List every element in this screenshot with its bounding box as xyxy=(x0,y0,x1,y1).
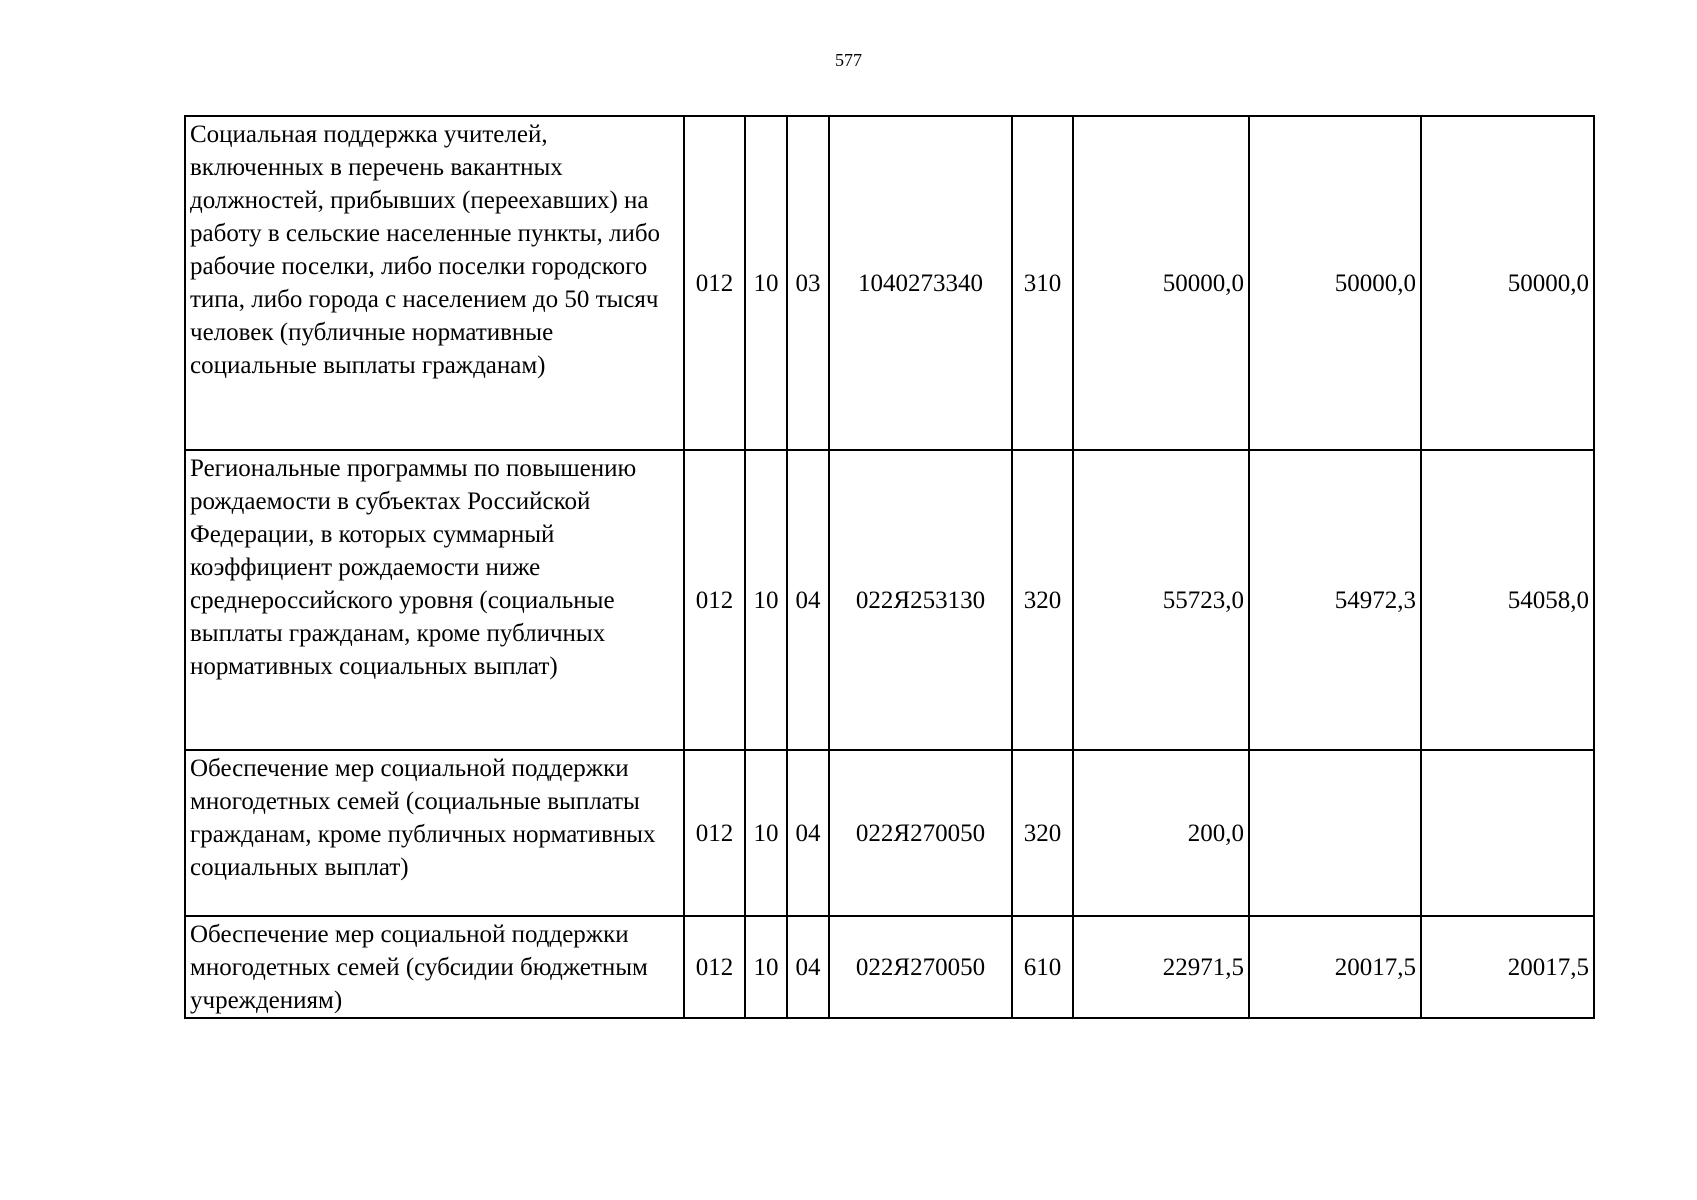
row-name-cell: Социальная поддержка учителей, включенных в перечень вакантных должностей, прибывших (переехавших) на работу в сельские населенные пункты, либо рабочие поселки, либо поселки городского типа, либо города с населением до 50 тысяч человек (публичные нормативные социальные выплаты гражданам) xyxy=(185,116,684,450)
amount-2-cell: 50000,0 xyxy=(1249,116,1421,450)
page-number: 577 xyxy=(835,50,862,70)
ministry-code-cell: 012 xyxy=(684,116,745,450)
amount-2-cell: 20017,5 xyxy=(1249,916,1421,1018)
section-code-cell: 10 xyxy=(745,450,787,750)
table-row xyxy=(185,916,1594,1018)
subsection-code-cell: 04 xyxy=(787,916,829,1018)
amount-1-cell: 55723,0 xyxy=(1073,450,1249,750)
subsection-code-cell: 04 xyxy=(787,750,829,916)
expense-type-cell: 320 xyxy=(1012,750,1073,916)
amount-1-cell: 50000,0 xyxy=(1073,116,1249,450)
amount-2-cell xyxy=(1249,750,1421,916)
amount-1-cell: 200,0 xyxy=(1073,750,1249,916)
ministry-code-cell: 012 xyxy=(684,916,745,1018)
target-article-cell: 022Я270050 xyxy=(829,916,1012,1018)
section-code-cell: 10 xyxy=(745,116,787,450)
ministry-code-cell: 012 xyxy=(684,450,745,750)
expense-type-cell: 610 xyxy=(1012,916,1073,1018)
subsection-code-cell: 03 xyxy=(787,116,829,450)
row-name-cell: Региональные программы по повышению рождаемости в субъектах Российской Федерации, в которых суммарный коэффициент рождаемости ниже среднероссийского уровня (социальные выплаты гражданам, кроме публичных нормативных социальных выплат) xyxy=(185,450,684,750)
row-name-cell: Обеспечение мер социальной поддержки многодетных семей (субсидии бюджетным учреждениям) xyxy=(185,916,684,1018)
expense-type-cell: 310 xyxy=(1012,116,1073,450)
amount-2-cell: 54972,3 xyxy=(1249,450,1421,750)
table-row xyxy=(185,116,1594,450)
amount-3-cell: 50000,0 xyxy=(1421,116,1594,450)
amount-1-cell: 22971,5 xyxy=(1073,916,1249,1018)
subsection-code-cell: 04 xyxy=(787,450,829,750)
expense-type-cell: 320 xyxy=(1012,450,1073,750)
section-code-cell: 10 xyxy=(745,916,787,1018)
amount-3-cell: 54058,0 xyxy=(1421,450,1594,750)
target-article-cell: 1040273340 xyxy=(829,116,1012,450)
table-row xyxy=(185,750,1594,916)
amount-3-cell xyxy=(1421,750,1594,916)
ministry-code-cell: 012 xyxy=(684,750,745,916)
target-article-cell: 022Я270050 xyxy=(829,750,1012,916)
row-name-cell: Обеспечение мер социальной поддержки многодетных семей (социальные выплаты гражданам, кроме публичных нормативных социальных выплат) xyxy=(185,750,684,916)
section-code-cell: 10 xyxy=(745,750,787,916)
table-row xyxy=(185,450,1594,750)
budget-table xyxy=(184,115,1595,1019)
amount-3-cell: 20017,5 xyxy=(1421,916,1594,1018)
target-article-cell: 022Я253130 xyxy=(829,450,1012,750)
